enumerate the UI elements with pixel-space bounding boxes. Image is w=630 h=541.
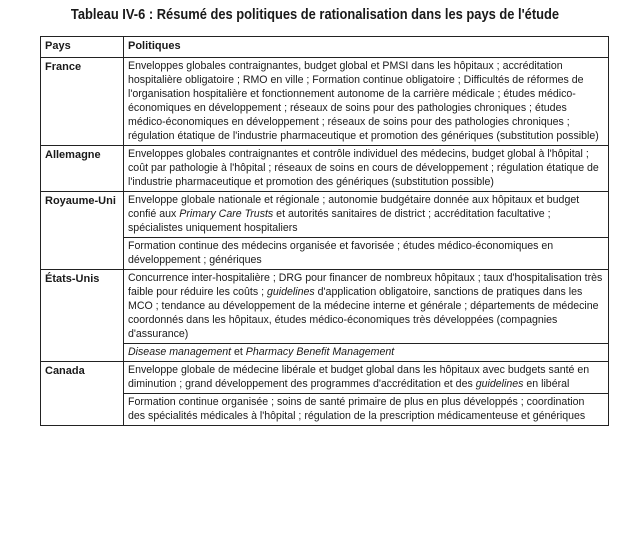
table-header-row: [41, 37, 609, 58]
policies-cell: [124, 192, 609, 270]
policy-paragraph: [124, 146, 608, 191]
table-row: [41, 58, 609, 146]
header-pays: Pays: [41, 37, 124, 58]
table-row: [41, 362, 609, 426]
policy-term-italic: Pharmacy Benefit Management: [245, 346, 395, 358]
country-cell: Royaume-Uni: [41, 192, 124, 270]
country-cell: Allemagne: [41, 146, 124, 192]
policy-paragraph: [124, 58, 608, 145]
table-title: Tableau IV-6 : Résumé des politiques de rationalisation dans les pays de l'étude: [70, 6, 560, 23]
policies-cell: [124, 362, 609, 426]
policy-term-italic: Disease management: [128, 346, 232, 358]
policies-cell: [124, 270, 609, 362]
policy-text: Enveloppe globale de médecine libérale et budget global dans les hôpitaux avec budgets santé en diminution ; grand développement des programmes d'accréditation et des: [128, 364, 590, 390]
table-row: [41, 146, 609, 192]
policy-text: Enveloppe globale nationale et régionale ; autonomie budgétaire donnée aux hôpitaux et budget confié aux: [128, 194, 580, 220]
country-cell: France: [41, 58, 124, 146]
policy-paragraph: [124, 237, 608, 269]
table-row: [41, 270, 609, 362]
header-politiques: Politiques: [124, 37, 609, 58]
country-cell: États-Unis: [41, 270, 124, 362]
policy-paragraph: [124, 192, 608, 237]
policy-text: et: [231, 346, 246, 358]
policy-paragraph: [124, 362, 608, 393]
policy-text: Formation continue organisée ; soins de santé primaire de plus en plus développés ; coordination des spécialités médicales à l'hôpital ; régulation de la prescription médicamenteuse et génériques: [128, 396, 586, 422]
policy-paragraph: [124, 393, 608, 425]
policy-text: Enveloppes globales contraignantes et contrôle individuel des médecins, budget global à l'hôpital ; coût par pathologie à l'hôpital ; réseaux de soins en cours de développement ; régulation étatique de l'industrie pharmaceutique et promotion des génériques (substitution possible): [128, 148, 599, 188]
policy-term-italic: guidelines: [266, 286, 315, 298]
policy-term-italic: guidelines: [475, 378, 524, 390]
policy-text: Formation continue des médecins organisée et favorisée ; études médico-économiques en développement ; génériques: [128, 240, 554, 266]
policy-table: [40, 36, 609, 426]
policies-cell: [124, 58, 609, 146]
policy-text: en libéral: [523, 378, 570, 390]
policies-cell: [124, 146, 609, 192]
policy-text: et autorités sanitaires de district ; accréditation facultative ; spécialistes uniquement hospitaliers: [128, 208, 551, 234]
policy-paragraph: [124, 270, 608, 343]
policy-term-italic: Primary Care Trusts: [179, 208, 274, 220]
policy-text: d'application obligatoire, sanctions de pratiques dans les MCO ; tendance au développement de la médecine interne et générale ; départements de médecine coordonnés dans les hôpitaux, études médico-économiques très développées (compagnies d'assurance): [128, 286, 599, 340]
table-row: [41, 192, 609, 270]
policy-text: Concurrence inter-hospitalière ; DRG pour financer de nombreux hôpitaux ; taux d'hospitalisation très faible pour réduire les coûts ;: [128, 272, 603, 298]
policy-text: Enveloppes globales contraignantes, budget global et PMSI dans les hôpitaux ; accréditation hospitalière obligatoire ; RMO en ville ; Formation continue obligatoire ; Difficultés de réformes de l'organisation hospitalière et fonctionnement autonome de la carrière médicale ; études médico-économiques en développement ; réseaux de soins pour des pathologies chroniques ; études médico-économiques en développement ; réseaux de soins pour des pathologies chroniques ; régulation étatique de l'industrie pharmaceutique et promotion des génériques (substitution possible): [128, 60, 599, 142]
policy-paragraph: [124, 343, 608, 361]
country-cell: Canada: [41, 362, 124, 426]
